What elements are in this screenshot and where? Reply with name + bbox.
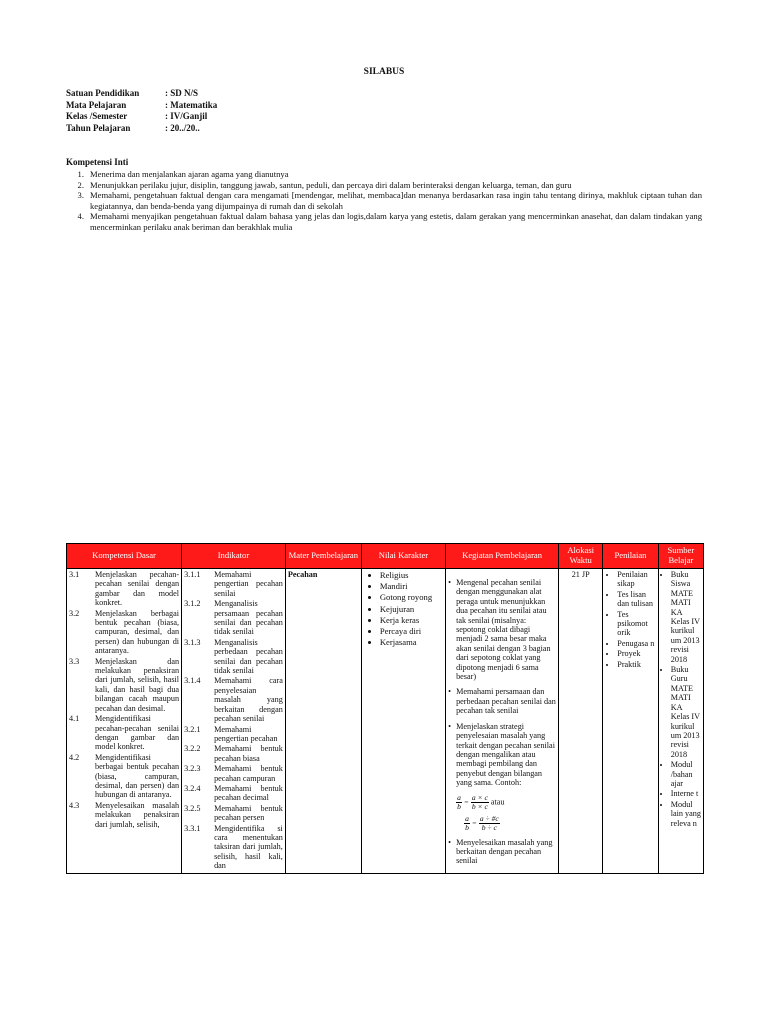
indikator-text: Memahami bentuk pecahan decimal bbox=[214, 783, 283, 803]
nilai-karakter-list bbox=[364, 570, 443, 647]
kegiatan-list bbox=[448, 578, 556, 866]
penilaian-cell bbox=[603, 569, 658, 874]
list-item: • Proyek bbox=[617, 649, 655, 658]
indikator-entry bbox=[184, 784, 283, 803]
numerator: a ÷ #c bbox=[479, 813, 499, 823]
denominator: b bbox=[465, 822, 469, 832]
materi-text: Pecahan bbox=[287, 570, 318, 579]
indikator-entry bbox=[184, 570, 283, 598]
kd-entry bbox=[69, 714, 179, 752]
kompetensi-inti-heading: Kompetensi Inti bbox=[66, 157, 129, 167]
list-item: • Kejujuran bbox=[380, 604, 443, 614]
header-alokasi: Alokasi Waktu bbox=[559, 544, 603, 569]
fraction bbox=[471, 794, 489, 811]
list-item: • Mengenal pecahan senilai dengan menggunakan alat peraga untuk menunjukkan dua pecahan itu senilai atau tak senilai (misalnya: sepotong coklat dibagi menjadi 2 sama besar maka akan senilai dengan 3 bagian dari sepotong coklat yang dipotong menjadi 6 sama besar) bbox=[456, 578, 556, 681]
indikator-text: Memahami bentuk pecahan biasa bbox=[214, 744, 283, 763]
penilaian-list bbox=[605, 570, 655, 669]
silabus-table bbox=[66, 543, 704, 874]
kompetensi-inti-item bbox=[66, 180, 702, 191]
indikator-number: 3.2.4 bbox=[184, 783, 201, 793]
indikator-text: Memahami bentuk pecahan campuran bbox=[214, 764, 283, 783]
kd-number: 4.2 bbox=[69, 752, 80, 762]
header-kegiatan: Kegiatan Pembelajaran bbox=[446, 544, 559, 569]
indikator-entry bbox=[184, 676, 283, 723]
kegiatan-cell bbox=[446, 569, 559, 874]
fraction bbox=[456, 794, 462, 811]
item-number: 1. bbox=[77, 169, 84, 179]
indikator-text: Memahami pengertian pecahan bbox=[214, 724, 278, 743]
identity-block bbox=[66, 88, 217, 134]
alokasi-cell bbox=[559, 569, 603, 874]
denominator: b bbox=[457, 801, 461, 811]
formula-line bbox=[456, 794, 556, 811]
indikator-text: Memahami bentuk pecahan persen bbox=[214, 803, 283, 823]
kd-entry bbox=[69, 753, 179, 800]
header-materi: Mater Pembelajaran bbox=[285, 544, 361, 569]
meta-value: : Matematika bbox=[165, 99, 218, 110]
kd-text: Menyelesaikan masalah melakukan penaksiran dari jumlah, selisih, bbox=[95, 800, 180, 829]
list-item: • Gotong royong bbox=[380, 592, 443, 602]
meta-value: : IV/Ganjil bbox=[165, 111, 208, 121]
kompetensi-inti-item bbox=[66, 190, 702, 211]
kd-entry bbox=[69, 570, 179, 608]
item-number: 3. bbox=[77, 190, 84, 201]
list-item: • Kerjasama bbox=[380, 637, 443, 647]
item-text: Memahami, pengetahuan faktual dengan cara mengamati [mendengar, melihat, membaca]dan menanya berdasarkan rasa ingin tahu tentang dirinya, makhluk ciptaan tuhan dan kegiatannya, dan benda-benda yang dijumpainya di rumah dan di sekolah bbox=[90, 190, 702, 211]
table-row bbox=[67, 569, 704, 874]
formula-connector: atau bbox=[490, 796, 505, 806]
numerator: a bbox=[465, 813, 469, 823]
list-item: • Kerja keras bbox=[380, 615, 443, 625]
kompetensi-inti-item bbox=[66, 211, 702, 232]
fraction bbox=[479, 815, 500, 832]
header-kompetensi-dasar: Kompetensi Dasar bbox=[67, 544, 182, 569]
denominator: b × c bbox=[471, 801, 488, 811]
kd-text: Menjelaskan dan melakukan penaksiran dari jumlah, selisih, hasil kali, dan hasil bagi dua bilangan cacah maupun pecahan dan desimal. bbox=[95, 656, 180, 713]
indikator-text: Memahami pengertian pecahan senilai bbox=[214, 570, 283, 598]
indikator-number: 3.2.3 bbox=[184, 764, 201, 774]
list-item: • Memahami persamaan dan perbedaan pecahan senilai dan pecahan tak senilai bbox=[456, 687, 556, 715]
formula-line bbox=[456, 815, 556, 832]
meta-value: : SD N/S bbox=[165, 88, 199, 98]
header-nilai-karakter: Nilai Karakter bbox=[361, 544, 445, 569]
meta-value: : 20../20.. bbox=[165, 122, 200, 133]
indikator-number: 3.1.1 bbox=[184, 570, 201, 579]
indikator-entry bbox=[184, 725, 283, 744]
kd-text: Menjelaskan pecahan-pecahan senilai dengan gambar dan model konkret. bbox=[95, 570, 180, 608]
kd-number: 3.2 bbox=[69, 608, 80, 618]
list-item: • Penugasa n bbox=[617, 639, 655, 648]
denominator: b ÷ c bbox=[481, 822, 497, 832]
list-item: • Praktik bbox=[617, 660, 655, 669]
meta-label: Mata Pelajaran bbox=[66, 99, 127, 110]
kd-entry bbox=[69, 657, 179, 713]
kd-text: Mengidentifikasi pecahan-pecahan senilai dengan gambar dan model konkret. bbox=[95, 714, 180, 752]
indikator-entry bbox=[184, 744, 283, 763]
list-item: • Menyelesaikan masalah yang berkaitan dengan pecahan senilai bbox=[456, 838, 556, 866]
indikator-text: Menganalisis persamaan pecahan senilai dan pecahan tidak senilai bbox=[214, 599, 283, 637]
list-item: • Percaya diri bbox=[380, 626, 443, 636]
kegiatan-text: Menjelaskan strategi penyelesaian masalah yang terkait dengan pecahan senilai dengan mengalikan atau membagi pembilang dan penyebut dengan bilangan yang sama. Contoh: bbox=[456, 721, 555, 788]
meta-row bbox=[66, 88, 217, 100]
list-item: • Tes psikomot orik bbox=[617, 610, 655, 638]
fraction bbox=[464, 815, 470, 832]
indikator-number: 3.2.2 bbox=[184, 744, 201, 754]
kd-number: 3.1 bbox=[69, 570, 80, 579]
header-sumber: Sumber Belajar bbox=[658, 544, 703, 569]
item-text: Memahami menyajikan pengetahuan faktual dalam bahasa yang jelas dan logis,dalam karya yang estetis, dalam gerakan yang mencerminkan anasehat, dan dalam tindakan yang mencerminkan perilaku anak beriman dan berakhlak mulia bbox=[90, 211, 702, 232]
indikator-number: 3.2.1 bbox=[184, 724, 201, 734]
kd-entry bbox=[69, 801, 179, 829]
alokasi-text: 21 JP bbox=[571, 570, 590, 579]
kompetensi-inti-list bbox=[66, 169, 702, 233]
indikator-entry bbox=[184, 824, 283, 871]
kd-text: Mengidentifikasi berbagai bentuk pecahan (biasa, campuran, desimal, dan persen) dan hubungan di antaranya. bbox=[95, 752, 180, 800]
indikator-text: Mengidentifika si cara menentukan taksiran dari jumlah, selisih, hasil kali, dan bbox=[214, 823, 283, 871]
kompetensi-dasar-cell bbox=[67, 569, 182, 874]
list-item: • Religius bbox=[380, 570, 443, 580]
numerator: a × c bbox=[471, 792, 488, 802]
list-item: • Modul /bahan ajar bbox=[671, 760, 701, 788]
list-item: • Mandiri bbox=[380, 581, 443, 591]
list-item: • Buku Guru MATE MATI KA Kelas IV kurikul um 2013 revisi 2018 bbox=[671, 665, 701, 759]
item-text: Menunjukkan perilaku jujur, disiplin, tanggung jawab, santun, peduli, dan percaya diri dalam berinteraksi dengan keluarga, teman, dan guru bbox=[90, 179, 572, 190]
item-text: Menerima dan menjalankan ajaran agama yang dianutnya bbox=[90, 169, 289, 179]
sumber-list bbox=[661, 570, 701, 828]
meta-label: Tahun Pelajaran bbox=[66, 122, 131, 133]
meta-label: Satuan Pendidikan bbox=[66, 88, 140, 98]
list-item: • Buku Siswa MATE MATI KA Kelas IV kurikul um 2013 revisi 2018 bbox=[671, 570, 701, 664]
list-item: • Penilaian sikap bbox=[617, 570, 655, 589]
header-indikator: Indikator bbox=[182, 544, 286, 569]
kd-text: Menjelaskan berbagai bentuk pecahan (biasa, campuran, desimal, dan persen) dan hubungan di antaranya. bbox=[95, 608, 180, 656]
nilai-karakter-cell bbox=[361, 569, 445, 874]
list-item: • Modul lain yang releva n bbox=[671, 800, 701, 828]
kd-number: 4.1 bbox=[69, 714, 80, 724]
indikator-number: 3.1.4 bbox=[184, 676, 201, 686]
kd-number: 3.3 bbox=[69, 656, 80, 666]
indikator-number: 3.1.3 bbox=[184, 637, 201, 647]
indikator-entry bbox=[184, 804, 283, 823]
indikator-number: 3.2.5 bbox=[184, 803, 201, 813]
list-item bbox=[456, 722, 556, 832]
meta-row bbox=[66, 111, 217, 123]
equals-sign: = bbox=[463, 796, 469, 806]
indikator-number: 3.1.2 bbox=[184, 599, 201, 609]
indikator-entry bbox=[184, 599, 283, 637]
meta-label: Kelas /Semester bbox=[66, 111, 128, 121]
indikator-entry bbox=[184, 638, 283, 676]
kd-entry bbox=[69, 609, 179, 656]
item-number: 4. bbox=[77, 211, 84, 222]
meta-row bbox=[66, 100, 217, 112]
kompetensi-inti-item bbox=[66, 169, 702, 180]
numerator: a bbox=[457, 792, 461, 802]
table-header-row bbox=[67, 544, 704, 569]
meta-row bbox=[66, 123, 217, 135]
indikator-entry bbox=[184, 764, 283, 783]
document-title: SILABUS bbox=[363, 67, 405, 77]
indikator-number: 3.3.1 bbox=[184, 823, 201, 833]
sumber-cell bbox=[658, 569, 703, 874]
indikator-text: Menganalisis perbedaan pecahan senilai dan pecahan tidak senilai bbox=[214, 637, 283, 676]
equals-sign: = bbox=[471, 817, 477, 827]
list-item: • Interne t bbox=[671, 789, 701, 798]
materi-cell bbox=[285, 569, 361, 874]
indikator-cell bbox=[182, 569, 286, 874]
kd-number: 4.3 bbox=[69, 800, 80, 810]
indikator-text: Memahami cara penyelesaian masalah yang berkaitan dengan pecahan senilai bbox=[214, 676, 283, 724]
item-number: 2. bbox=[77, 179, 84, 190]
header-penilaian: Penilaian bbox=[603, 544, 658, 569]
fraction-formula bbox=[456, 794, 556, 832]
list-item: • Tes lisan dan tulisan bbox=[617, 590, 655, 609]
